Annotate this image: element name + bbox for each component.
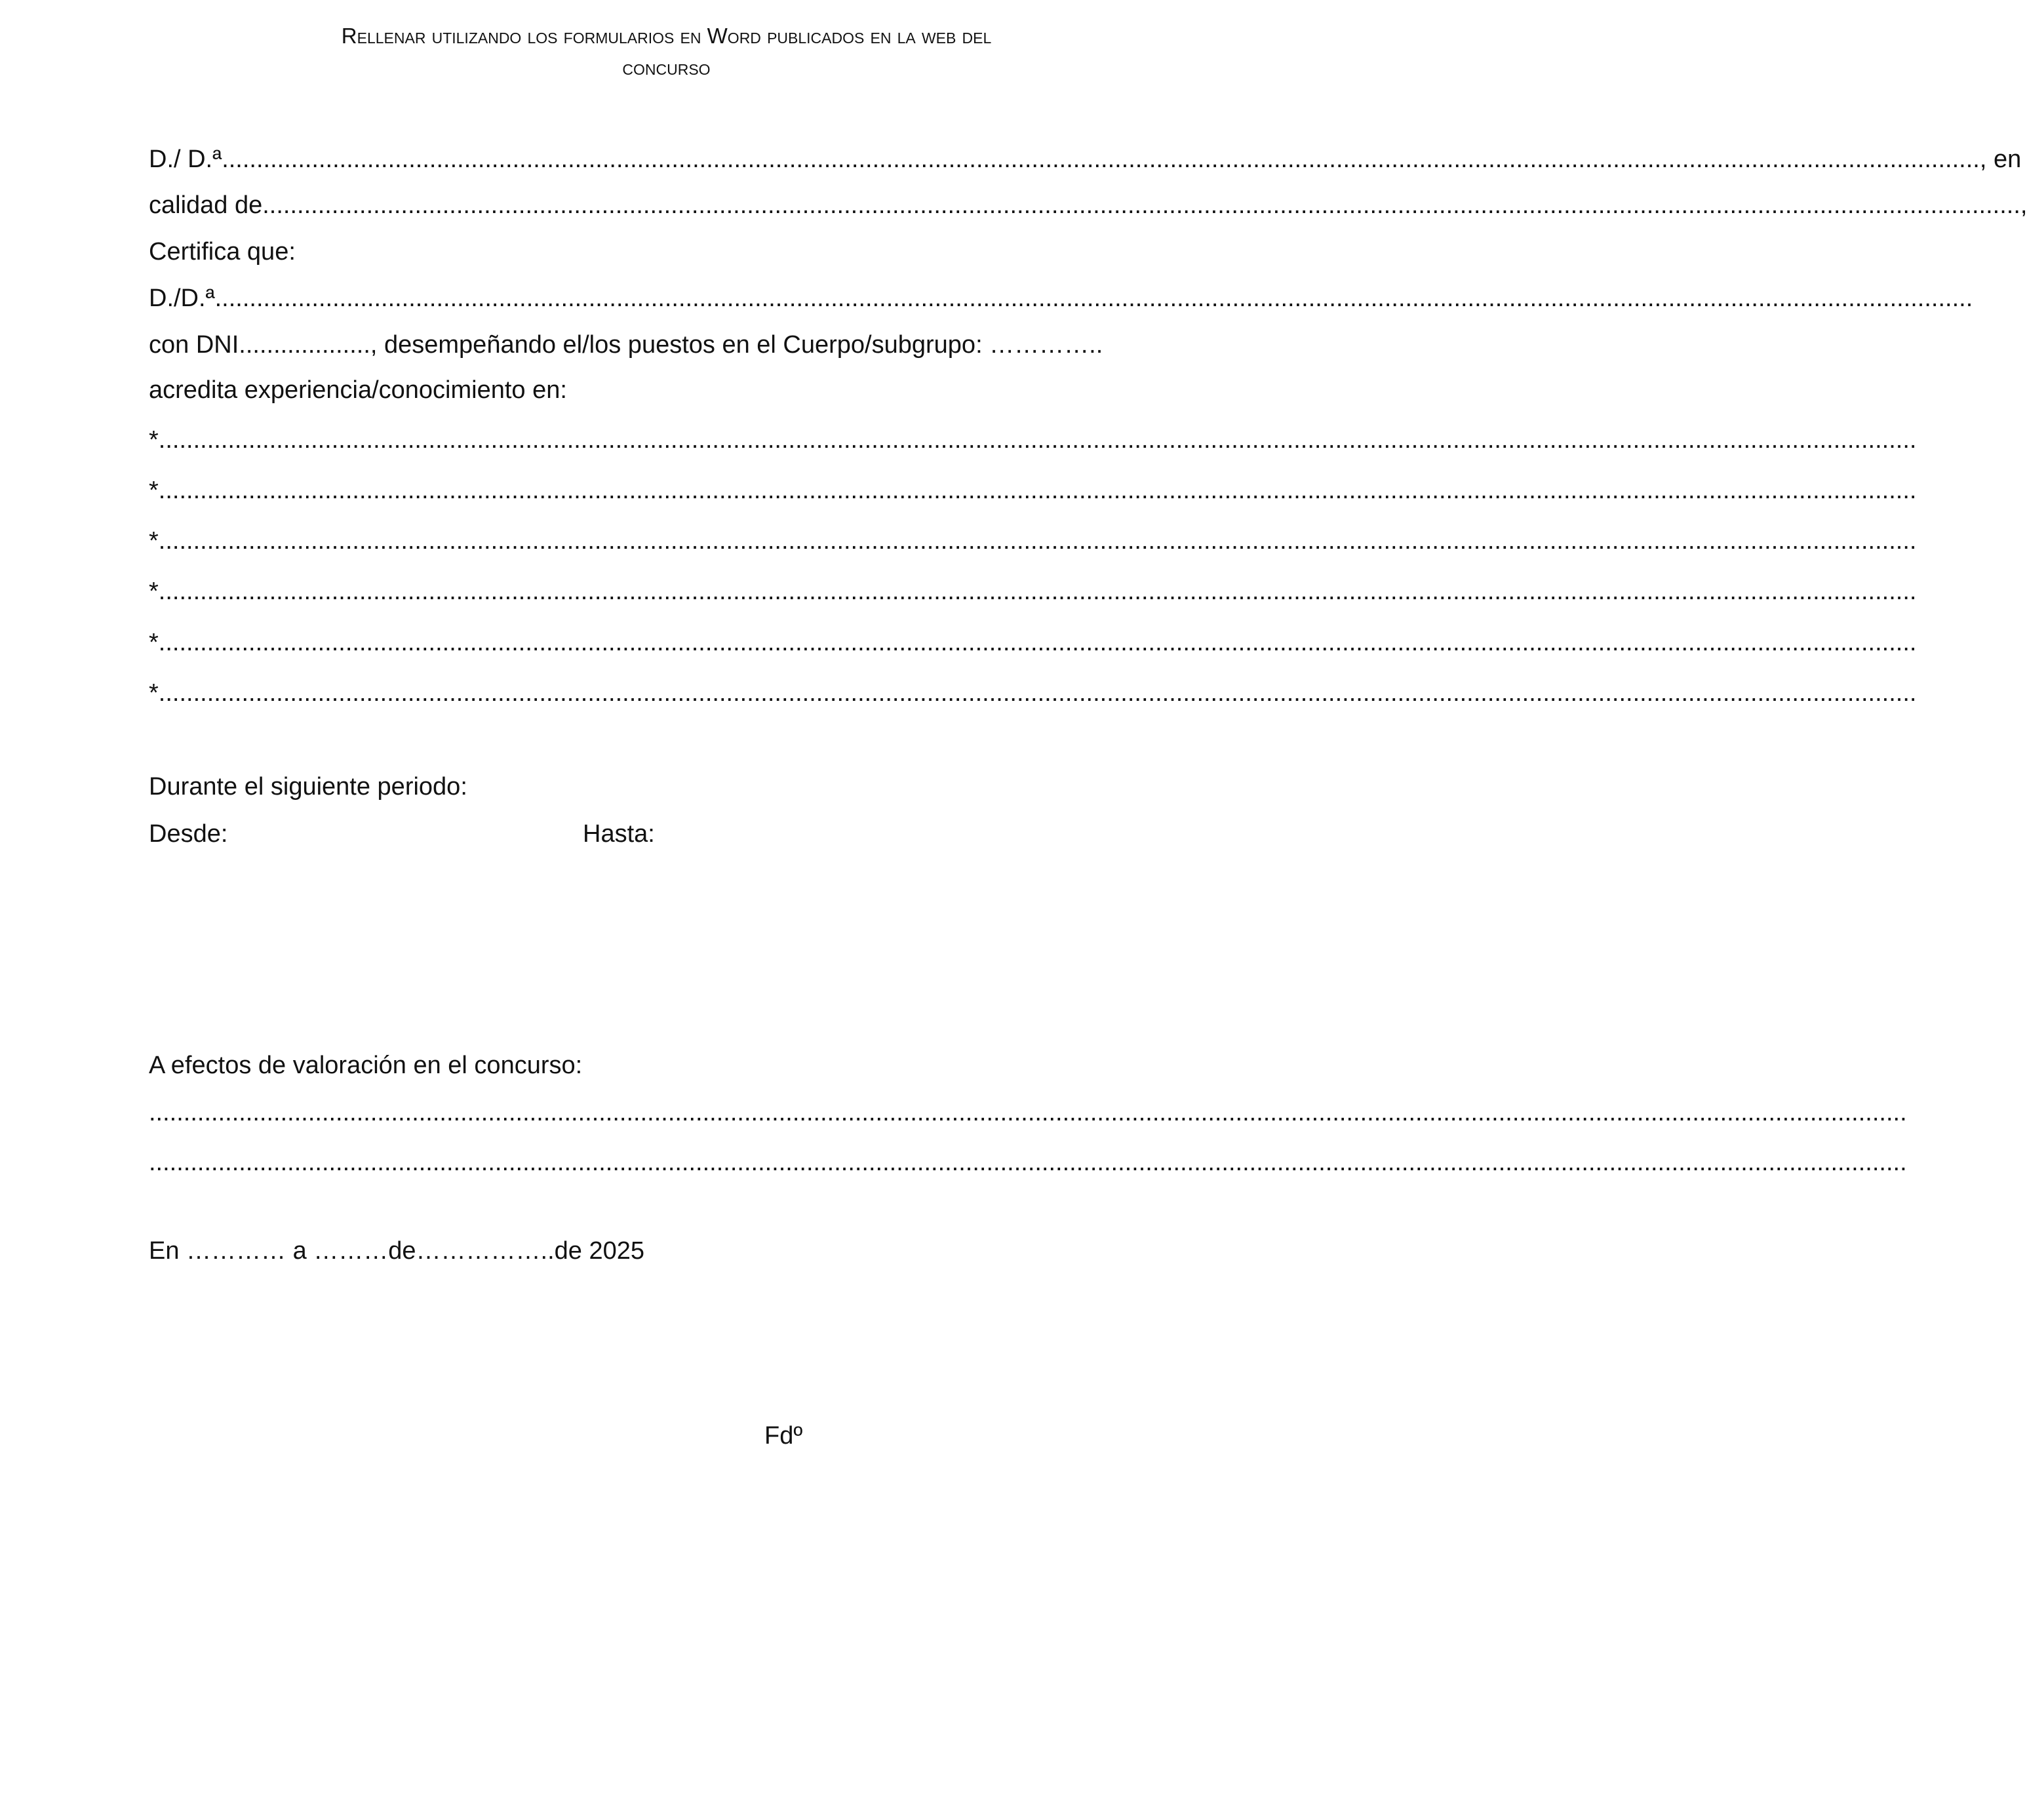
experience-item-line[interactable]	[149, 577, 1917, 606]
date-line[interactable]: En ………… a ………de……………..de 2025	[149, 1237, 645, 1265]
label: D./D.ª	[149, 285, 215, 312]
experience-item-line[interactable]	[149, 476, 1917, 505]
label: D./ D.ª	[149, 146, 222, 173]
experience-item-line[interactable]	[149, 526, 1917, 555]
bullet-icon: *	[149, 426, 159, 454]
calidad-field-line[interactable]	[149, 191, 2027, 220]
text: acredita experiencia/conocimiento en:	[149, 376, 567, 404]
efectos-label: A efectos de valoración en el concurso:	[149, 1052, 583, 1079]
dot-leader: ..............................................................................................................................................................................................................................................................	[149, 1099, 1907, 1126]
bullet-icon: *	[149, 578, 159, 605]
dot-leader: ..............................................................................................................................................................................................................................................................	[149, 1149, 1907, 1176]
certified-name-field-line[interactable]	[149, 284, 1973, 313]
signature-label: Fdº	[764, 1422, 803, 1450]
bullet-icon: *	[149, 679, 159, 707]
header-line-2: concurso	[622, 55, 711, 79]
label: calidad de	[149, 191, 263, 219]
bullet-icon: *	[149, 477, 159, 504]
name-field-line[interactable]	[149, 145, 2022, 174]
dot-leader: ..............................................................................................................................................................................................................................................................	[158, 527, 1917, 555]
dot-leader: ..............................................................................................................................................................................................................................................................	[222, 146, 1980, 173]
desde-field[interactable]: Desde:	[149, 820, 228, 848]
label: , en	[1979, 146, 2022, 173]
experience-item-line[interactable]	[149, 628, 1917, 657]
experience-item-line[interactable]	[149, 425, 1917, 454]
certifica-label	[149, 237, 1186, 266]
label: ..................., desempeñando el/los puestos en el Cuerpo/subgrupo: …………..	[239, 331, 1103, 359]
text: Certifica que:	[149, 238, 296, 266]
dni-field-line[interactable]	[149, 330, 1186, 359]
dot-leader: ..............................................................................................................................................................................................................................................................	[158, 426, 1917, 454]
dot-leader: ..............................................................................................................................................................................................................................................................	[158, 477, 1917, 504]
label: con DNI	[149, 331, 239, 359]
bullet-icon: *	[149, 629, 159, 656]
bullet-icon: *	[149, 527, 159, 555]
dot-leader: ..............................................................................................................................................................................................................................................................	[158, 578, 1917, 605]
dot-leader: ..............................................................................................................................................................................................................................................................	[158, 679, 1917, 707]
dot-leader: ..............................................................................................................................................................................................................................................................	[214, 285, 1973, 312]
header-line-1: Rellenar utilizando los formularios en Word publicados en la web del	[341, 24, 992, 48]
experience-item-line[interactable]	[149, 679, 1917, 707]
periodo-label: Durante el siguiente periodo:	[149, 773, 467, 801]
dot-leader: ..............................................................................................................................................................................................................................................................	[158, 629, 1917, 656]
hasta-field[interactable]: Hasta:	[583, 820, 655, 848]
valoracion-line-1[interactable]	[149, 1098, 1907, 1127]
valoracion-line-2[interactable]	[149, 1148, 1907, 1177]
dot-leader: ..............................................................................................................................................................................................................................................................	[262, 191, 2020, 219]
acredita-label	[149, 376, 1186, 405]
label: ,	[2020, 191, 2027, 219]
